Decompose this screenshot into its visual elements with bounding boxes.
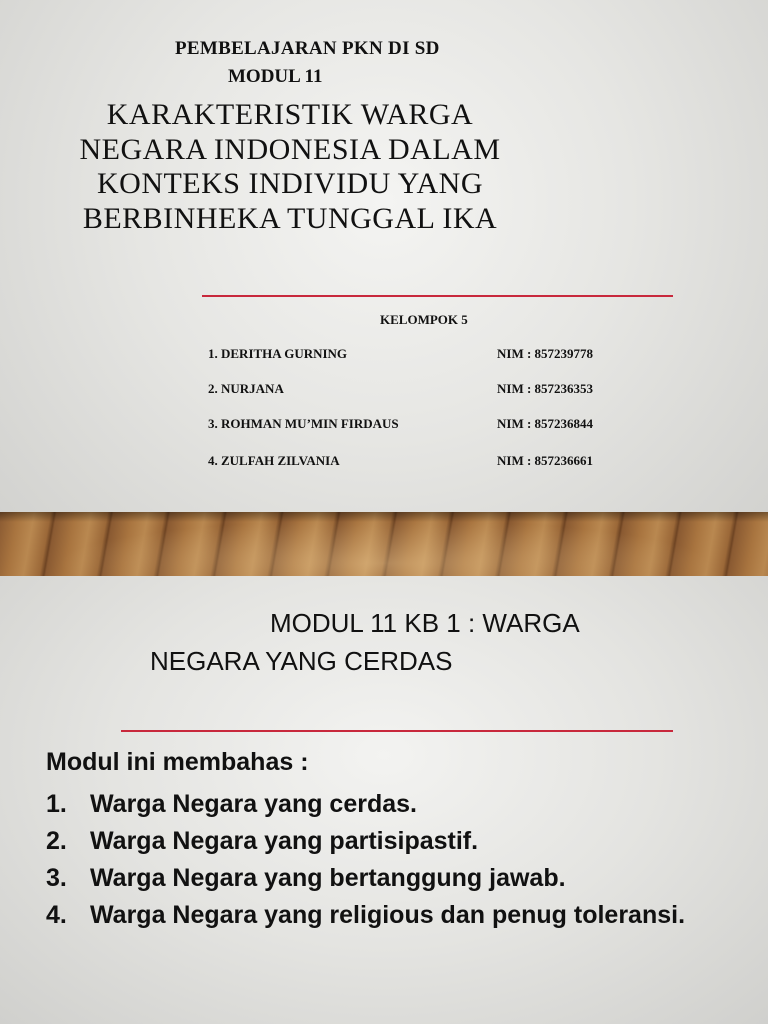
slide-2: [0, 576, 768, 1024]
title-line: KONTEKS INDIVIDU YANG: [96, 167, 483, 200]
accent-divider: [202, 295, 673, 297]
intro-text: Modul ini membahas :: [46, 748, 309, 776]
member-name: 2. NURJANA: [208, 381, 284, 396]
member-nim: NIM : 857239778: [497, 346, 594, 361]
list-number: 4.: [46, 901, 67, 929]
list-text: Warga Negara yang religious dan penug toleransi.: [90, 901, 686, 929]
floor-highlight: [0, 512, 768, 576]
group-label: KELOMPOK 5: [380, 312, 468, 327]
title-line: KARAKTERISTIK WARGA: [106, 98, 474, 131]
member-nim: NIM : 857236661: [497, 453, 594, 468]
title-line: NEGARA INDONESIA DALAM: [79, 132, 501, 166]
member-name: 3. ROHMAN MU’MIN FIRDAUS: [208, 416, 399, 431]
member-nim: NIM : 857236844: [497, 416, 594, 431]
list-number: 1.: [46, 790, 67, 818]
list-number: 2.: [46, 827, 67, 855]
member-name: 4. ZULFAH ZILVANIA: [208, 453, 340, 468]
list-item: [46, 789, 696, 819]
member-name: 1. DERITHA GURNING: [208, 346, 348, 361]
list-text: Warga Negara yang bertanggung jawab.: [90, 864, 566, 892]
title-line: MODUL 11 KB 1 : WARGA: [270, 608, 580, 638]
course-title: PEMBELAJARAN PKN DI SD: [175, 38, 440, 59]
list-text: Warga Negara yang partisipastif.: [90, 827, 479, 855]
title-line: BERBINHEKA TUNGGAL IKA: [82, 201, 498, 235]
accent-divider: [121, 730, 673, 732]
list-item: [46, 826, 696, 856]
module-label: MODUL 11: [228, 66, 323, 87]
list-text: Warga Negara yang cerdas.: [90, 790, 417, 818]
member-nim: NIM : 857236353: [497, 381, 594, 396]
list-item: [46, 900, 696, 930]
topic-list: [46, 789, 696, 937]
slide-title: [30, 98, 550, 236]
list-number: 3.: [46, 864, 67, 892]
slide-title: [150, 604, 670, 680]
list-item: [46, 863, 696, 893]
title-line: NEGARA YANG CERDAS: [150, 646, 453, 676]
